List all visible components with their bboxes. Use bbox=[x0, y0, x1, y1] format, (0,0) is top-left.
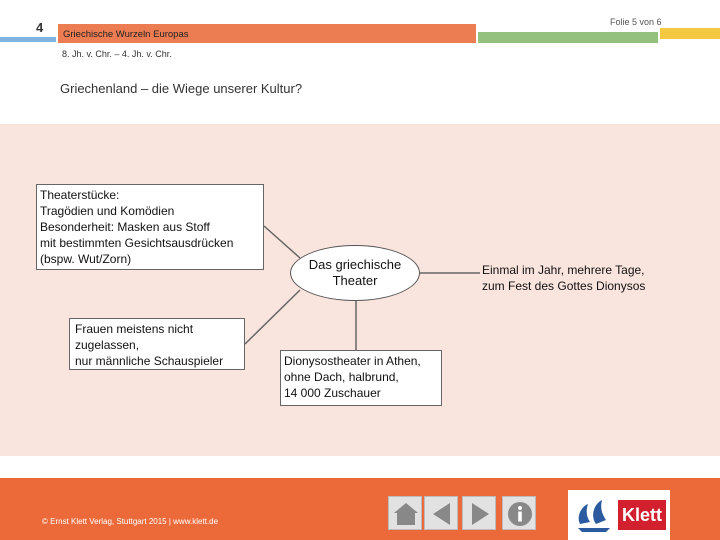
slide-counter: Folie 5 von 6 bbox=[610, 17, 662, 27]
page-title: Griechenland – die Wiege unserer Kultur? bbox=[60, 81, 303, 96]
chapter-blue-stripe bbox=[0, 37, 56, 42]
forward-arrow-icon bbox=[463, 497, 497, 531]
central-topic-ellipse bbox=[290, 245, 420, 301]
dionysos-box-line: 14 000 Zuschauer bbox=[284, 386, 381, 400]
chapter-number: 4 bbox=[36, 20, 44, 35]
theater-box-line: (bspw. Wut/Zorn) bbox=[40, 252, 132, 266]
women-box bbox=[69, 318, 245, 370]
women-box-line: nur männliche Schauspieler bbox=[75, 354, 224, 368]
theater-box-line: Theaterstücke: bbox=[40, 188, 120, 202]
back-button[interactable] bbox=[424, 496, 458, 530]
theater-box-line: mit bestimmten Gesichtsausdrücken bbox=[40, 236, 234, 250]
klett-logo-mark-icon bbox=[572, 494, 616, 538]
central-topic-line: Theater bbox=[332, 273, 378, 288]
info-button[interactable] bbox=[502, 496, 536, 530]
theater-box-line: Besonderheit: Masken aus Stoff bbox=[40, 220, 210, 234]
section-title: Griechische Wurzeln Europas bbox=[63, 29, 189, 40]
back-arrow-icon bbox=[425, 497, 459, 531]
central-topic-line: Das griechische bbox=[308, 257, 402, 272]
forward-button[interactable] bbox=[462, 496, 496, 530]
section-title-bar bbox=[58, 24, 476, 43]
theater-plays-box bbox=[36, 184, 264, 270]
festival-text-line: Einmal im Jahr, mehrere Tage, bbox=[482, 263, 645, 277]
green-accent-bar bbox=[478, 32, 658, 43]
info-icon bbox=[503, 497, 537, 531]
subtitle: 8. Jh. v. Chr. – 4. Jh. v. Chr. bbox=[62, 49, 172, 59]
dionysos-box-line: Dionysostheater in Athen, bbox=[284, 354, 421, 368]
home-button[interactable] bbox=[388, 496, 422, 530]
theater-box-line: Tragödien und Komödien bbox=[40, 204, 175, 218]
yellow-accent-bar bbox=[660, 28, 720, 39]
dionysos-theater-box bbox=[280, 350, 442, 406]
klett-logo bbox=[568, 490, 670, 540]
women-box-line: zugelassen, bbox=[75, 338, 140, 352]
women-box-line: Frauen meistens nicht bbox=[75, 322, 194, 336]
festival-text-line: zum Fest des Gottes Dionysos bbox=[482, 279, 646, 293]
festival-text bbox=[482, 262, 645, 294]
home-icon bbox=[389, 497, 423, 531]
klett-logo-text: Klett bbox=[618, 500, 666, 530]
copyright-text: © Ernst Klett Verlag, Stuttgart 2015 | www.klett.de bbox=[42, 517, 219, 526]
dionysos-box-line: ohne Dach, halbrund, bbox=[284, 370, 399, 384]
